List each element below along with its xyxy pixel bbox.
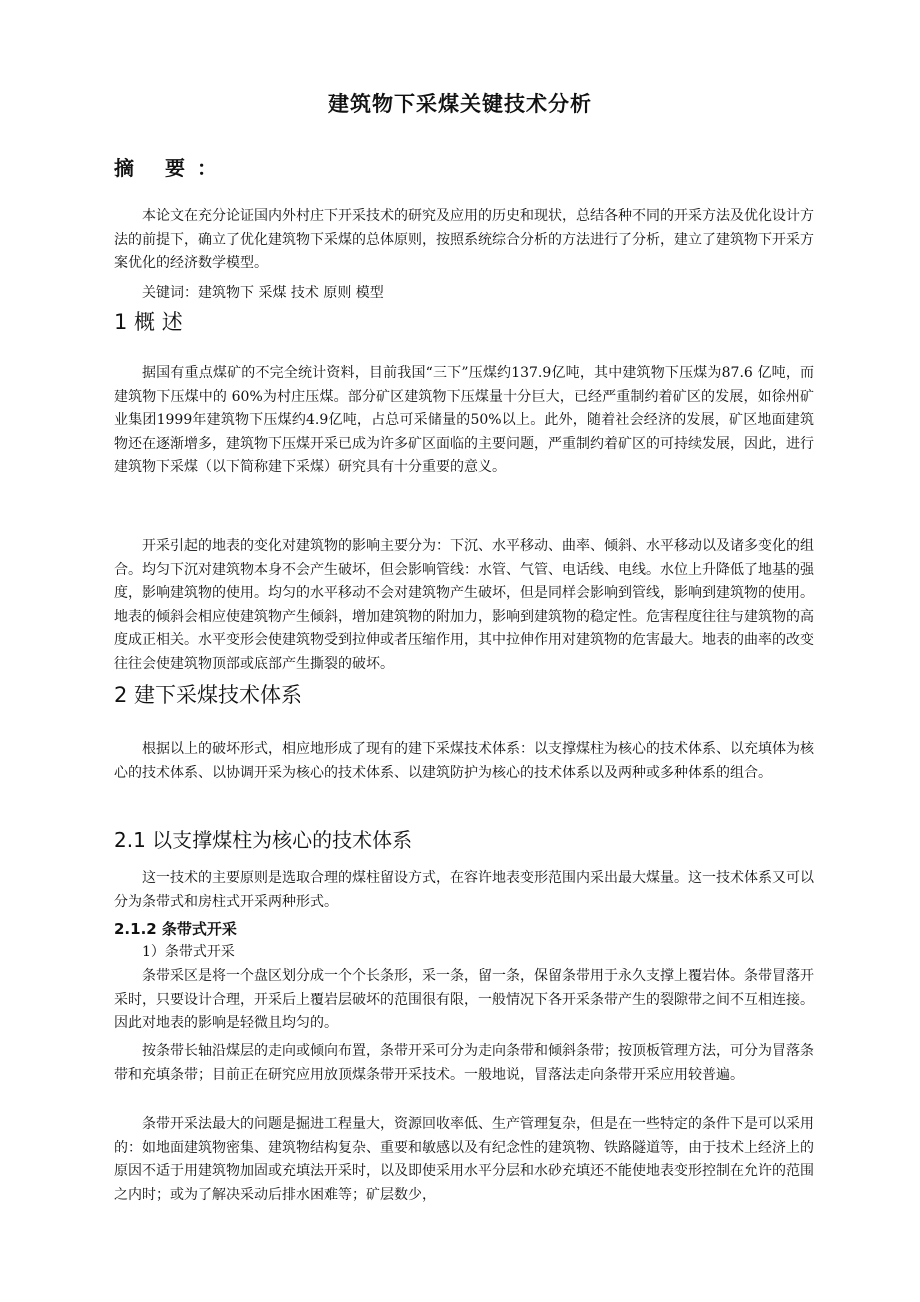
section-2-1-2-paragraph: 条带采区是将一个盘区划分成一个个长条形，采一条，留一条，保留条带用于永久支撑上覆岩体。条带冒落开采时，只要设计合理，开采后上覆岩层破坏的范围很有限，一般情况下各开采条带产生的裂隙带之间不互相连接。因此对地表的影响是轻微且均匀的。 [114, 968, 814, 1031]
section-1-paragraph: 开采引起的地表的变化对建筑物的影响主要分为：下沉、水平移动、曲率、倾斜、水平移动以及诸多变化的组合。均匀下沉对建筑物本身不会产生破坏，但会影响管线：水管、气管、电话线、电线。水位上升降低了地基的强度，影响建筑物的使用。均匀的水平移动不会对建筑物产生破坏，但是同样会影响到管线，影响到建筑物的使用。地表的倾斜会相应使建筑物产生倾斜，增加建筑物的附加力，影响到建筑物的稳定性。危害程度往往与建筑物的高度成正相关。水平变形会使建筑物受到拉伸或者压缩作用，其中拉伸作用对建筑物的危害最大。地表的曲率的改变往往会使建筑物顶部或底部产生撕裂的破坏。 [114, 538, 814, 672]
section-2-paragraph: 根据以上的破坏形式，相应地形成了现有的建下采煤技术体系：以支撑煤柱为核心的技术体系、以充填体为核心的技术体系、以协调开采为核心的技术体系、以建筑防护为核心的技术体系以及两种或多种体系的组合。 [114, 741, 814, 781]
section-2-1-2-paragraph: 条带开采法最大的问题是掘进工程量大，资源回收率低、生产管理复杂，但是在一些特定的条件下是可以采用的：如地面建筑物密集、建筑物结构复杂、重要和敏感以及有纪念性的建筑物、铁路隧道等，由于技术上经济上的原因不适于用建筑物加固或充填法开采时，以及即使采用水平分层和水砂充填还不能使地表变形控制在允许的范围之内时；或为了解决采动后排水困难等；矿层数少， [114, 1116, 814, 1203]
section-2-1-2-paragraph: 按条带长轴沿煤层的走向或倾向布置，条带开采可分为走向条带和倾斜条带；按顶板管理方法，可分为冒落条带和充填条带；目前正在研究应用放顶煤条带开采技术。一般地说，冒落法走向条带开采应用较普遍。 [114, 1043, 814, 1083]
document-title: 建筑物下采煤关键技术分析 [328, 92, 592, 116]
section-2-heading: 2 建下采煤技术体系 [114, 683, 303, 707]
section-1-heading: 1 概 述 [114, 310, 183, 334]
section-2-1-paragraph: 这一技术的主要原则是选取合理的煤柱留设方式，在容许地表变形范围内采出最大煤量。这一技术体系又可以分为条带式和房柱式开采两种形式。 [114, 870, 814, 910]
section-1-paragraph: 据国有重点煤矿的不完全统计资料，目前我国“三下”压煤约137.9亿吨，其中建筑物下压煤为87.6 亿吨，而建筑物下压煤中的 60%为村庄压煤。部分矿区建筑物下压煤量十分巨大，已经严重制约着矿区的发展，如徐州矿业集团1999年建筑物下压煤约4.9亿吨，占总可采储量的50%以上。此外，随着社会经济的发展，矿区地面建筑物还在逐渐增多，建筑物下压煤开采已成为许多矿区面临的主要问题，严重制约着矿区的可持续发展，因此，进行建筑物下采煤（以下简称建下采煤）研究具有十分重要的意义。 [114, 365, 814, 475]
abstract-heading: 摘 要： [114, 156, 229, 180]
section-2-1-2-heading: 2.1.2 条带式开采 [114, 920, 237, 938]
list-item: 1）条带式开采 [142, 944, 235, 960]
abstract-keywords: 关键词：建筑物下 采煤 技术 原则 模型 [142, 285, 384, 301]
section-2-1-heading: 2.1 以支撑煤柱为核心的技术体系 [114, 828, 413, 852]
abstract-body: 本论文在充分论证国内外村庄下开采技术的研究及应用的历史和现状，总结各种不同的开采方法及优化设计方法的前提下，确立了优化建筑物下采煤的总体原则，按照系统综合分析的方法进行了分析，建立了建筑物下开采方案优化的经济数学模型。 [114, 208, 814, 271]
